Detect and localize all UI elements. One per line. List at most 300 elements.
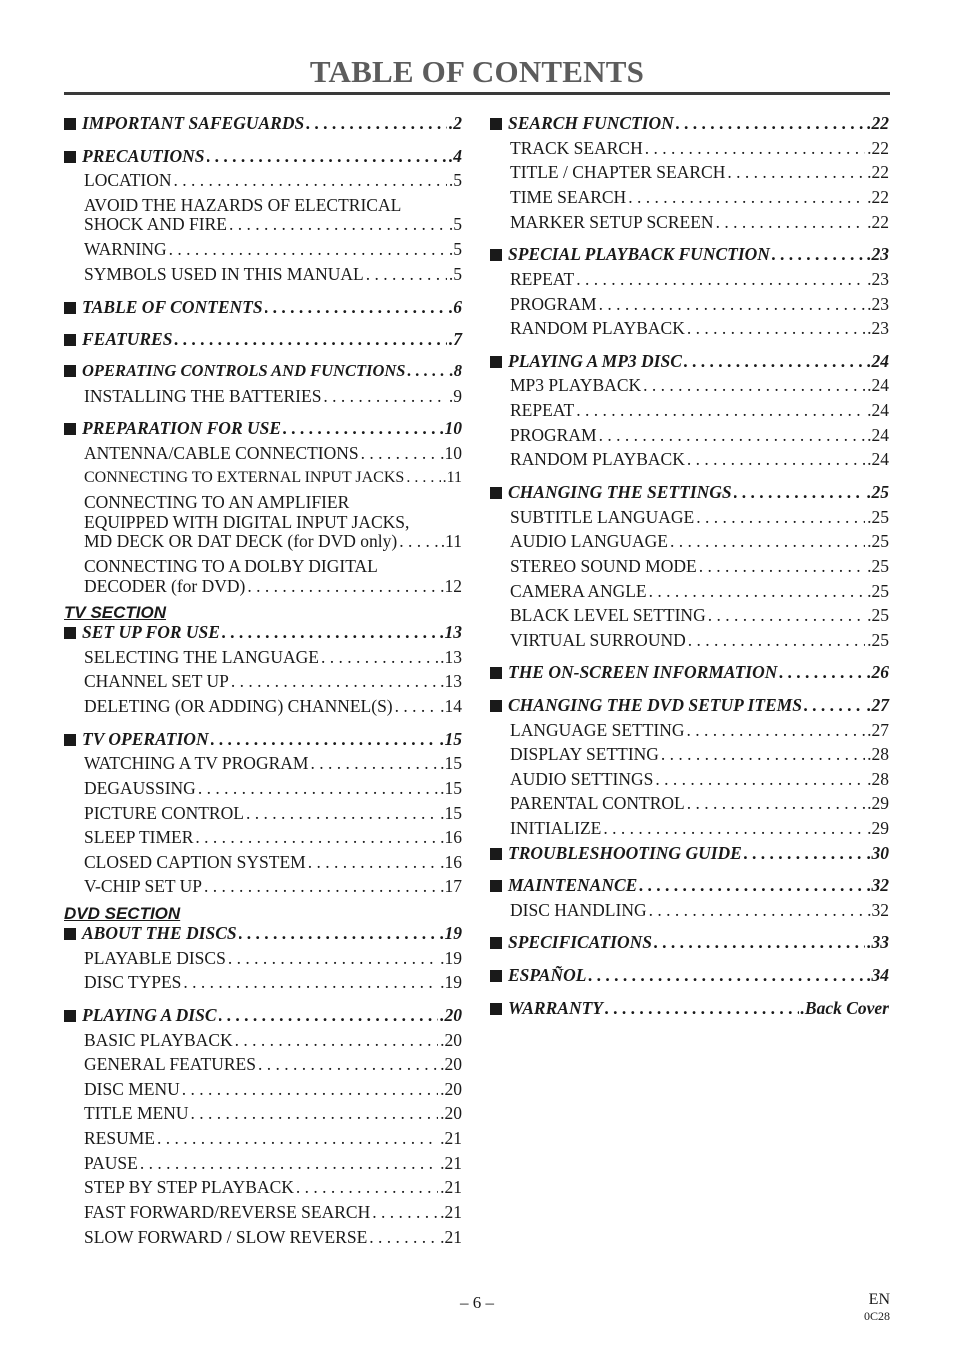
- toc-subentry: [84, 1030, 462, 1050]
- dot-leader: [696, 507, 865, 527]
- toc-entry-label: CONNECTING TO AN AMPLIFIER: [84, 492, 350, 512]
- toc-entry: [64, 622, 462, 642]
- dot-leader: [140, 1153, 438, 1173]
- toc-entry-label: PLAYING A DISC: [82, 1005, 217, 1025]
- dot-leader: [599, 425, 866, 445]
- dot-leader: [235, 1030, 438, 1050]
- square-bullet-icon: [490, 880, 502, 892]
- toc-entry-label: BLACK LEVEL SETTING: [510, 605, 706, 625]
- toc-subentry: [84, 556, 462, 576]
- square-bullet-icon: [490, 937, 502, 949]
- dot-leader: [195, 827, 438, 847]
- dot-leader: [310, 753, 438, 773]
- toc-subentry: [84, 1227, 462, 1247]
- page-number: – 6 –: [460, 1293, 494, 1312]
- toc-subentry: [84, 972, 462, 992]
- dot-leader: [283, 418, 438, 438]
- toc-page-number: .22: [867, 138, 889, 158]
- toc-page-number: .24: [867, 351, 889, 371]
- dot-leader: [576, 400, 865, 420]
- toc-subentry: [84, 1153, 462, 1173]
- toc-subentry: [510, 425, 889, 445]
- toc-page-number: .15: [440, 803, 462, 823]
- toc-page-number: .29: [867, 793, 889, 813]
- toc-page-number: .24: [867, 400, 889, 420]
- dot-leader: [222, 622, 438, 642]
- toc-subentry: [84, 264, 462, 284]
- toc-entry: [490, 875, 889, 895]
- toc-entry-label: DISC MENU: [84, 1079, 180, 1099]
- toc-entry-label: SLEEP TIMER: [84, 827, 194, 847]
- toc-page-number: .25: [867, 482, 889, 502]
- toc-subentry: [510, 212, 889, 232]
- toc-subentry: [510, 162, 889, 182]
- toc-entry-label: FEATURES: [82, 329, 173, 349]
- dot-leader: [239, 923, 439, 943]
- toc-entry-label: ABOUT THE DISCS: [82, 923, 237, 943]
- toc-page-number: .13: [440, 622, 462, 642]
- dot-leader: [676, 113, 865, 133]
- dot-leader: [688, 630, 865, 650]
- square-bullet-icon: [64, 334, 76, 346]
- dot-leader: [228, 948, 438, 968]
- toc-page-number: .11: [442, 469, 462, 486]
- toc-entry-label: DISC TYPES: [84, 972, 182, 992]
- square-bullet-icon: [490, 356, 502, 368]
- toc-entry-label: SHOCK AND FIRE: [84, 214, 227, 234]
- toc-page-number: .6: [448, 297, 462, 317]
- dot-leader: [169, 239, 447, 259]
- toc-subentry: [510, 605, 889, 625]
- toc-entry: [490, 998, 889, 1018]
- square-bullet-icon: [490, 848, 502, 860]
- toc-entry-label: SLOW FORWARD / SLOW REVERSE: [84, 1227, 368, 1247]
- square-bullet-icon: [64, 627, 76, 639]
- toc-entry-label: TABLE OF CONTENTS: [82, 297, 263, 317]
- dot-leader: [649, 581, 866, 601]
- dot-leader: [588, 965, 865, 985]
- toc-subentry: [510, 630, 889, 650]
- toc-subentry: [510, 507, 889, 527]
- dot-leader: [639, 875, 865, 895]
- dot-leader: [804, 695, 865, 715]
- toc-entry: [64, 361, 462, 381]
- toc-page-number: .32: [867, 900, 889, 920]
- toc-entry-label: EQUIPPED WITH DIGITAL INPUT JACKS,: [84, 512, 410, 532]
- toc-page-number: .23: [867, 244, 889, 264]
- toc-subentry: [84, 852, 462, 872]
- page-title: TABLE OF CONTENTS: [309, 54, 645, 89]
- dot-leader: [687, 720, 866, 740]
- toc-entry-label: LANGUAGE SETTING: [510, 720, 685, 740]
- dot-leader: [744, 843, 865, 863]
- dot-leader: [655, 769, 865, 789]
- dot-leader: [661, 744, 865, 764]
- toc-subentry: [84, 753, 462, 773]
- toc-page-number: .33: [867, 932, 889, 952]
- toc-subentry: [84, 696, 462, 716]
- toc-entry-label: INITIALIZE: [510, 818, 602, 838]
- toc-page-number: .24: [867, 375, 889, 395]
- toc-page-number: .19: [440, 948, 462, 968]
- toc-page-number: .29: [867, 818, 889, 838]
- toc-page-number: .25: [867, 507, 889, 527]
- toc-entry-label: SPECIAL PLAYBACK FUNCTION: [508, 244, 770, 264]
- toc-page-number: .25: [867, 605, 889, 625]
- dot-leader: [308, 852, 438, 872]
- toc-entry-label: SPECIFICATIONS: [508, 932, 652, 952]
- toc-entry-label: TIME SEARCH: [510, 187, 627, 207]
- toc-subentry: [510, 581, 889, 601]
- toc-page-number: .19: [440, 972, 462, 992]
- dot-leader: [399, 531, 439, 551]
- dot-leader: [649, 900, 866, 920]
- toc-page-number: .5: [448, 170, 462, 190]
- dot-leader: [198, 778, 438, 798]
- toc-subentry: [84, 803, 462, 823]
- toc-entry-label: CAMERA ANGLE: [510, 581, 647, 601]
- toc-page-number: .10: [440, 443, 462, 463]
- toc-subentry: [84, 512, 462, 532]
- toc-entry: [64, 297, 462, 317]
- title-rule: [64, 92, 890, 95]
- toc-page-number: .21: [440, 1177, 462, 1197]
- dot-leader: [772, 244, 865, 264]
- toc-entry: [64, 1005, 462, 1025]
- toc-subentry: [510, 187, 889, 207]
- dot-leader: [779, 662, 865, 682]
- toc-subentry: [84, 576, 462, 596]
- dot-leader: [191, 1103, 439, 1123]
- toc-entry: [64, 923, 462, 943]
- dot-leader: [395, 696, 438, 716]
- toc-entry: [490, 932, 889, 952]
- toc-page-number: .20: [440, 1079, 462, 1099]
- toc-entry: [490, 482, 889, 502]
- square-bullet-icon: [64, 423, 76, 435]
- toc-entry-label: DEGAUSSING: [84, 778, 196, 798]
- toc-entry-label: VIRTUAL SURROUND: [510, 630, 686, 650]
- toc-entry-label: PLAYING A MP3 DISC: [508, 351, 682, 371]
- toc-page-number: .21: [440, 1202, 462, 1222]
- toc-entry: [64, 113, 462, 133]
- toc-subentry: [510, 449, 889, 469]
- toc-entry-label: DISPLAY SETTING: [510, 744, 659, 764]
- square-bullet-icon: [64, 118, 76, 130]
- toc-page-number: .21: [440, 1153, 462, 1173]
- toc-page-number: .22: [867, 187, 889, 207]
- toc-entry-label: AUDIO LANGUAGE: [510, 531, 668, 551]
- toc-subentry: [84, 1202, 462, 1222]
- toc-page-number: .23: [867, 294, 889, 314]
- toc-page-number: .22: [867, 162, 889, 182]
- section-heading: TV SECTION: [64, 603, 167, 622]
- toc-subentry: [84, 827, 462, 847]
- toc-entry: [490, 351, 889, 371]
- dot-leader: [643, 375, 865, 395]
- toc-page-number: .Back Cover: [800, 998, 889, 1018]
- toc-entry-label: SUBTITLE LANGUAGE: [510, 507, 695, 527]
- toc-page-number: .15: [440, 778, 462, 798]
- toc-entry-label: GENERAL FEATURES: [84, 1054, 256, 1074]
- toc-page-number: .30: [867, 843, 889, 863]
- toc-subentry: [84, 214, 462, 234]
- toc-subentry: [510, 318, 889, 338]
- toc-entry: [490, 843, 889, 863]
- toc-entry-label: WATCHING A TV PROGRAM: [84, 753, 309, 773]
- toc-page-number: .20: [440, 1103, 462, 1123]
- toc-entry-label: TITLE / CHAPTER SEARCH: [510, 162, 726, 182]
- toc-page-number: .9: [448, 386, 462, 406]
- dot-leader: [699, 556, 865, 576]
- toc-page-number: .22: [867, 113, 889, 133]
- dot-leader: [716, 212, 866, 232]
- toc-page-number: .5: [448, 239, 462, 259]
- dot-leader: [727, 162, 865, 182]
- dot-leader: [258, 1054, 438, 1074]
- toc-subentry: [84, 647, 462, 667]
- toc-entry: [490, 244, 889, 264]
- language-code: EN: [868, 1291, 890, 1308]
- toc-entry-label: REPEAT: [510, 400, 575, 420]
- toc-entry: [490, 965, 889, 985]
- toc-page-number: .7: [448, 329, 462, 349]
- toc-entry-label: RANDOM PLAYBACK: [510, 449, 685, 469]
- dot-leader: [174, 170, 447, 190]
- toc-subentry: [510, 294, 889, 314]
- toc-subentry: [84, 1103, 462, 1123]
- toc-entry-label: DISC HANDLING: [510, 900, 647, 920]
- toc-entry-label: ANTENNA/CABLE CONNECTIONS: [84, 443, 359, 463]
- dot-leader: [599, 294, 866, 314]
- dot-leader: [361, 443, 438, 463]
- toc-subentry: [84, 1177, 462, 1197]
- toc-subentry: [510, 269, 889, 289]
- toc-subentry: [84, 948, 462, 968]
- toc-page-number: .21: [440, 1227, 462, 1247]
- toc-entry-label: CONNECTING TO EXTERNAL INPUT JACKS: [84, 469, 405, 486]
- dot-leader: [229, 214, 447, 234]
- toc-entry-label: TITLE MENU: [84, 1103, 189, 1123]
- dot-leader: [628, 187, 865, 207]
- toc-entry-label: PRECAUTIONS: [82, 146, 205, 166]
- toc-subentry: [510, 400, 889, 420]
- toc-entry-label: TV OPERATION: [82, 729, 209, 749]
- toc-page-number: .14: [440, 696, 462, 716]
- toc-page-number: .13: [440, 647, 462, 667]
- toc-entry-label: TROUBLESHOOTING GUIDE: [508, 843, 742, 863]
- toc-page-number: .20: [440, 1030, 462, 1050]
- toc-subentry: [84, 239, 462, 259]
- toc-entry-label: SYMBOLS USED IN THIS MANUAL: [84, 264, 364, 284]
- toc-subentry: [84, 468, 462, 488]
- toc-page-number: .8: [449, 361, 462, 380]
- toc-subentry: [84, 1054, 462, 1074]
- toc-page-number: .24: [867, 449, 889, 469]
- toc-subentry: [84, 876, 462, 896]
- square-bullet-icon: [490, 667, 502, 679]
- toc-subentry: [84, 386, 462, 406]
- toc-page-number: .13: [440, 671, 462, 691]
- toc-page-number: .5: [448, 214, 462, 234]
- toc-subentry: [510, 556, 889, 576]
- toc-entry: [64, 418, 462, 438]
- toc-entry-label: WARRANTY: [508, 998, 603, 1018]
- dot-leader: [323, 386, 446, 406]
- dot-leader: [576, 269, 865, 289]
- toc-subentry: [510, 375, 889, 395]
- toc-entry-label: PICTURE CONTROL: [84, 803, 244, 823]
- toc-subentry: [84, 531, 462, 551]
- toc-page-number: .10: [440, 418, 462, 438]
- dot-leader: [247, 576, 438, 596]
- toc-page-number: .25: [867, 581, 889, 601]
- toc-entry-label: RANDOM PLAYBACK: [510, 318, 685, 338]
- toc-page-number: .22: [867, 212, 889, 232]
- toc-subentry: [510, 769, 889, 789]
- toc-page-number: .12: [440, 576, 462, 596]
- toc-entry-label: CONNECTING TO A DOLBY DIGITAL: [84, 556, 378, 576]
- dot-leader: [670, 531, 865, 551]
- toc-entry-label: INSTALLING THE BATTERIES: [84, 386, 322, 406]
- toc-entry-label: REPEAT: [510, 269, 575, 289]
- toc-page-number: .23: [867, 269, 889, 289]
- toc-subentry: [510, 138, 889, 158]
- toc-subentry: [510, 900, 889, 920]
- dot-leader: [708, 605, 865, 625]
- dot-leader: [734, 482, 865, 502]
- dot-leader: [369, 1227, 438, 1247]
- dot-leader: [321, 647, 438, 667]
- toc-page-number: .28: [867, 769, 889, 789]
- toc-entry-label: STEP BY STEP PLAYBACK: [84, 1177, 294, 1197]
- dot-leader: [265, 297, 447, 317]
- toc-entry-label: AUDIO SETTINGS: [510, 769, 654, 789]
- dot-leader: [684, 351, 865, 371]
- toc-entry-label: MP3 PLAYBACK: [510, 375, 642, 395]
- square-bullet-icon: [490, 249, 502, 261]
- toc-subentry: [84, 170, 462, 190]
- toc-page-number: .32: [867, 875, 889, 895]
- toc-entry-label: ESPAÑOL: [508, 965, 587, 985]
- toc-entry-label: PARENTAL CONTROL: [510, 793, 685, 813]
- square-bullet-icon: [64, 302, 76, 314]
- toc-entry-label: DECODER (for DVD): [84, 576, 246, 596]
- toc-entry-label: FAST FORWARD/REVERSE SEARCH: [84, 1202, 371, 1222]
- dot-leader: [183, 972, 438, 992]
- toc-entry-label: LOCATION: [84, 170, 172, 190]
- toc-page-number: .20: [440, 1054, 462, 1074]
- dot-leader: [366, 264, 447, 284]
- toc-entry-label: OPERATING CONTROLS AND FUNCTIONS: [82, 361, 406, 380]
- toc-entry-label: V-CHIP SET UP: [84, 876, 202, 896]
- toc-subentry: [84, 671, 462, 691]
- dot-leader: [174, 329, 446, 349]
- dot-leader: [231, 671, 438, 691]
- dot-leader: [204, 876, 438, 896]
- dot-leader: [296, 1177, 438, 1197]
- toc-subentry: [510, 531, 889, 551]
- dot-leader: [157, 1128, 438, 1148]
- square-bullet-icon: [64, 151, 76, 163]
- toc-page-number: .34: [867, 965, 889, 985]
- toc-entry-label: SEARCH FUNCTION: [508, 113, 674, 133]
- dot-leader: [219, 1005, 439, 1025]
- toc-subentry: [510, 744, 889, 764]
- toc-entry-label: THE ON-SCREEN INFORMATION: [508, 662, 778, 682]
- square-bullet-icon: [490, 970, 502, 982]
- toc-page-number: .28: [867, 744, 889, 764]
- toc-page-number: .15: [440, 729, 462, 749]
- toc-page-number: .16: [440, 852, 462, 872]
- toc-page-number: .2: [448, 113, 462, 133]
- toc-entry-label: PLAYABLE DISCS: [84, 948, 226, 968]
- toc-subentry: [84, 1128, 462, 1148]
- toc-page-number: .27: [867, 720, 889, 740]
- toc-page-number: .17: [440, 876, 462, 896]
- square-bullet-icon: [490, 1003, 502, 1015]
- toc-entry-label: BASIC PLAYBACK: [84, 1030, 233, 1050]
- toc-entry-label: SELECTING THE LANGUAGE: [84, 647, 319, 667]
- toc-entry-label: PREPARATION FOR USE: [82, 418, 282, 438]
- toc-entry-label: MD DECK OR DAT DECK (for DVD only): [84, 531, 398, 551]
- toc-page-number: .4: [448, 146, 462, 166]
- toc-page-number: .25: [867, 630, 889, 650]
- toc-entry-label: STEREO SOUND MODE: [510, 556, 697, 576]
- toc-entry-label: MARKER SETUP SCREEN: [510, 212, 714, 232]
- toc-entry-label: PROGRAM: [510, 425, 597, 445]
- toc-subentry: [84, 1079, 462, 1099]
- toc-entry: [490, 662, 889, 682]
- toc-page-number: .27: [867, 695, 889, 715]
- toc-entry: [64, 729, 462, 749]
- dot-leader: [246, 803, 438, 823]
- dot-leader: [406, 468, 440, 488]
- toc-entry-label: TRACK SEARCH: [510, 138, 643, 158]
- toc-page-number: .19: [440, 923, 462, 943]
- toc-entry-label: PROGRAM: [510, 294, 597, 314]
- dot-leader: [372, 1202, 438, 1222]
- section-heading: DVD SECTION: [64, 904, 181, 923]
- dot-leader: [407, 361, 447, 381]
- toc-entry-label: DELETING (OR ADDING) CHANNEL(S): [84, 696, 393, 716]
- dot-leader: [605, 998, 799, 1018]
- toc-subentry: [510, 793, 889, 813]
- square-bullet-icon: [64, 734, 76, 746]
- dot-leader: [211, 729, 439, 749]
- dot-leader: [207, 146, 447, 166]
- toc-entry-label: IMPORTANT SAFEGUARDS: [82, 113, 305, 133]
- toc-page-number: .11: [440, 531, 462, 551]
- dot-leader: [603, 818, 865, 838]
- square-bullet-icon: [490, 700, 502, 712]
- toc-subentry: [510, 818, 889, 838]
- toc-entry-label: CLOSED CAPTION SYSTEM: [84, 852, 306, 872]
- toc-entry: [64, 329, 462, 349]
- toc-subentry: [84, 492, 462, 512]
- toc-entry-label: AVOID THE HAZARDS OF ELECTRICAL: [84, 195, 402, 215]
- toc-page-number: .15: [440, 753, 462, 773]
- toc-entry-label: SET UP FOR USE: [82, 622, 220, 642]
- toc-page-number: .23: [867, 318, 889, 338]
- square-bullet-icon: [64, 928, 76, 940]
- toc-entry: [490, 695, 889, 715]
- square-bullet-icon: [64, 1010, 76, 1022]
- toc-entry: [64, 146, 462, 166]
- toc-entry-label: RESUME: [84, 1128, 155, 1148]
- toc-entry-label: PAUSE: [84, 1153, 138, 1173]
- toc-page-number: .5: [448, 264, 462, 284]
